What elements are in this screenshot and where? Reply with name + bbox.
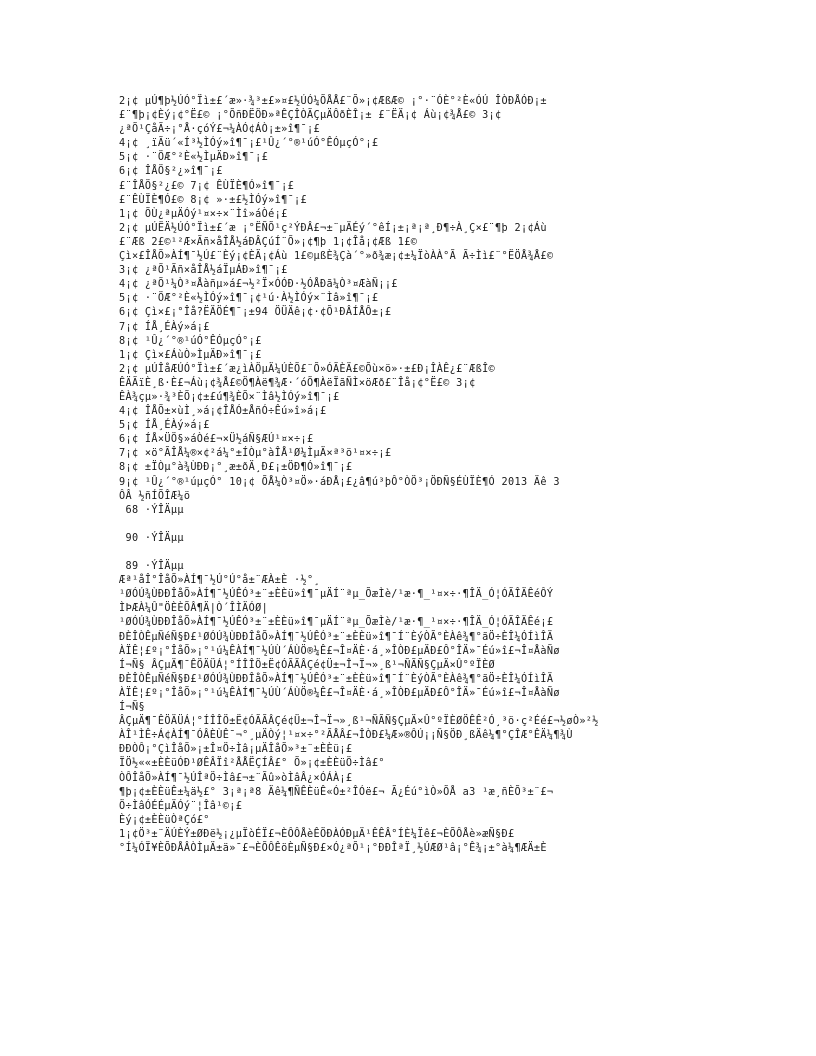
text-line: ÐÈÎÒÊµÑéÑ§Ð£¹ØÓÚ¾ÙÐÐÎåÕ»ÀÍ¶¯½ÚÊÓ³±¨±ÈÈü»î¶¯Í¨ÈýÒÃ°ÈÀê¾¶°ãÖ÷ÈÎ¼ÓÍìÎÄ: [119, 673, 554, 685]
text-line: Èý¡¢±ÈÈüÒªÇó£°: [119, 814, 210, 826]
text-line: °Í¼ÓÏ¥ÈÕÐÅÂÒÌµÄ±ä»¯£¬ÈÕÔÊöÈµÑ§Ð£×Ó¿ªÕ¹¡°ÐÐÎªÏ¸½ÚÆØ¹â¡°Ê¾¡±°à¼¶ÆÄ±È: [119, 842, 547, 854]
text-line: Í¬Ñ§ ÂÇµÄ¶¯ÊÖÄÜÁ¦°ÍÎÎÖ±Ë¢ÓÃÃÂÇé¢Ü±¬Î¬Ï¬»¸ß¹¬ÑÃÑ§ÇµÄ×Û°ºÏÈØ: [119, 659, 496, 671]
text-line: 5¡¢ ·¨ÖÆ°²È«½ÌµÄÐ»î¶¯¡£: [119, 152, 269, 164]
text-line: ¹ØÓÚ¾ÙÐÐÎåÕ»ÀÍ¶¯½ÚÊÓ³±¨±ÈÈü»î¶¯µÄÍ¨ªµ_ÕæÌè/¹æ·¶_¹¤×÷·¶ÎÄ_Ó¦ÓÃÎÄÊé¡£: [119, 617, 554, 629]
text-line: ¶þ¡¢±ÈÈüÊ±¼ä½£° 3¡ª¡ª8 Äê¼¶ÑÊÈüÊ«Ó±²ÎÓë£¬ Ã¿Éú°ìÒ»ÕÅ a3 ¹æ¸ñÈÕ³±¨£¬: [119, 786, 554, 798]
text-line: £¨¶þ¡¢Èý¡¢°Ë£© ¡°ÕñÐËÖÐ»ªÊÇÎÒÃÇµÄÔðÈÎ¡± £¨ËÄ¡¢ Áù¡¢¾Å£© 3¡¢: [119, 110, 502, 122]
text-line: 2¡¢ µÚ¶þ½ÚÓ°Ïì±£´æ»·¾³±£»¤£½ÚÓ¼ÕÅÅ£¨Õ»¡¢ÆßÆ© ¡°·¨ÓÈ°²È«ÓÚ ÎÒÐÅÓÐ¡±: [119, 96, 547, 107]
text-line: ÀÏÊ¦£º¡°ÎåÕ»¡°¹ú¼ÊÀÍ¶¯½ÚÙ´ÁÙÖ®¼Ê£¬Î¤ÄÈ·á¸»ÎÒÐ£µÄÐ£Ô°ÎÄ»¯Éú»î£¬Î¤ÅàÑø: [119, 645, 560, 657]
text-line: ¹ØÓÚ¾ÙÐÐÎåÕ»ÀÍ¶¯½ÚÊÓ³±¨±ÈÈü»î¶¯µÄÍ¨ªµ_ÕæÌè/¹æ·¶_¹¤×÷·¶ÎÄ_Ó¦ÓÃÎÄÊéÔÝ: [119, 589, 554, 601]
text-line: 4¡¢ ÎÅÕ±×ùÌ¸»á¡¢ÎÅÓ±ÅñÓ÷Êú»î»á¡£: [119, 406, 327, 418]
document-body-text: [119, 95, 709, 856]
text-line: 8¡¢ ¹Û¿´°®¹úÓ°ÊÓµçÓ°¡£: [119, 335, 262, 347]
text-line: ¿ªÕ¹ÇåÃ÷¡°Å·çóÝ£¬¼ÀÓ¢ÁÒ¡±»î¶¯¡£: [119, 124, 320, 136]
text-line: ÌÞÆÀ¼Û"ÖÈÈÕÂ¶Ä|Ò´ÎÌÄÓØ|: [119, 603, 269, 615]
text-line: [119, 546, 709, 560]
text-line: ÔÂ ½ñÍÕÎÆ¼ö: [119, 490, 191, 502]
text-line: 8¡¢ ±ÏÒµ°à¾ÙÐÐ¡°¸æ±ðÄ¸Ð£¡±ÖÐ¶Ó»î¶¯¡£: [119, 462, 353, 474]
text-line: [119, 518, 709, 532]
text-line: ÊÄÃïÈ¸ß·È£¬Áù¡¢¾Å£©Ö¶Àë¶¾Æ·´óÕ¶ÀëÏãÑÌ×öÆð£¨Îå¡¢°Ë£© 3¡¢: [119, 377, 476, 389]
text-line: 6¡¢ ÍÅ×ÜÖ§»áÒé£¬×Ü½áÑ§ÆÚ¹¤×÷¡£: [119, 434, 314, 446]
text-line: 5¡¢ ÍÅ¸ÉÀý»á¡£: [119, 420, 210, 432]
text-line: 7¡¢ ÍÅ¸ÉÀý»á¡£: [119, 321, 210, 333]
text-line: 68 ·ÝÎÄµµ: [119, 504, 184, 516]
text-line: ÂÇµÄ¶¯ÊÖÄÜÁ¦°ÍÎÎÖ±Ë¢ÓÃÃÂÇé¢Ü±¬Î¬Ï¬»¸ß¹¬ÑÃÑ§ÇµÄ×Û°ºÏÈØÖÊÊ²Ó¸³ö·ç²Éé£¬½øÒ»²½: [119, 716, 599, 728]
text-line: Çì×£ÎÅÕ»ÀÍ¶¯½Ú£¨Èý¡¢ÈÄ¡¢Áù 1£©µßÈ¾Çà´°»ð¾æ¡¢±¼ÏòÀÀ°Ã Ã÷Ìì£¨°ËÖÅ¾Å£©: [119, 251, 554, 263]
text-line: 89 ·ÝÎÄµµ: [119, 561, 184, 573]
text-line: 90 ·ÝÎÄµµ: [119, 532, 184, 544]
text-line: 4¡¢ ¿ªÕ¹¼Ò³¤Åàñµ»á£¬½²Ï×ÓÓÐ·½ÓÅÐã¼Ò³¤ÆàÑ¡¡£: [119, 279, 398, 291]
text-line: 4¡¢ ¸ïÃü´«Í³½ÌÓý»î¶¯¡£¹Û¿´°®¹úÓ°ÊÓµçÓ°¡£: [119, 138, 379, 150]
text-line: 6¡¢ Çì×£¡°Îå?ËÄÖÉ¶¯¡±94 ÖÜÄê¡¢·¢Õ¹ÐÂÍÅÔ±¡£: [119, 307, 392, 319]
text-line: £¨Æß 2£©¹²Æ×Ãñ×åÎÅ½áÐÂÇúÍ¨Õ»¡¢¶þ 1¡¢Îå¡¢Æß 1£©: [119, 236, 418, 248]
text-line: ÀÎ¹ÌÊ÷Á¢ÀÍ¶¯ÓÂÈÙÊ¯¬°¸µÄÒý¦¹¤×÷°²ÃÅÂ£¬ÎÒÐ£¼Æ»®ÔÚ¡¡Ñ§ÖÐ¸ßÄê¼¶°ÇÎÆ°ÊÄ¼¶¾Ù: [119, 730, 573, 742]
text-line: £¨ÊÙÏÈ¶Ó£© 8¡¢ »·±£½ÌÓý»î¶¯¡£: [119, 194, 308, 206]
text-line: ÀÏÊ¦£º¡°ÎåÕ»¡°¹ú¼ÊÀÍ¶¯½ÚÙ´ÁÙÖ®¼Ê£¬Î¤ÄÈ·á¸»ÎÒÐ£µÄÐ£Ô°ÎÄ»¯Éú»î£¬Î¤ÅàÑø: [119, 687, 560, 699]
text-line: Í¬Ñ§: [119, 702, 145, 714]
text-line: 1¡¢Ö³±¨ÄÚÈÝ±ØÐë½¡¿µÏòÉÏ£¬ÈÔÔÅèÊÖÐÀÓÐµÄ¹ÊÊÂ°ÍÈ¼Ïê£¬ÈÕÔÅè»æÑ§Ð£: [119, 828, 515, 840]
text-line: ÐÐÒÔ¡°ÇìÎåÕ»¡±Î¤Ö÷Ìâ¡µÄÎåÕ»³±¨±ÈÈü¡£: [119, 744, 353, 756]
text-line: 2¡¢ µÚÎåÆÚÓ°Ïì±£´æ¿ìÀÖµÄ¼ÚÈÕ£¨Õ»ÓÃÈÄ£©Õù×ö»·±£Ð¡ÎÀÊ¿£¨ÆßÎ©: [119, 363, 496, 375]
text-line: 7¡¢ ×ö°ÃÎÅ¼®×¢²á¼°±ÍÒµ°àÎÅ¹Ø¼ÌµÄ×ª³ö¹¤×÷¡£: [119, 448, 392, 460]
text-line: Ö÷ÌâÓÉÉµÄÓý¨¦Îâ¹©¡£: [119, 800, 243, 812]
text-line: ÏÖ½««±ÈÈüÓÐ¹ØÊÂÏî²ÅÅËÇÍÂ£° Õ»¡¢±ÈÈüÖ÷Ìâ£°: [119, 758, 385, 770]
text-line: 6¡¢ ÎÅÖ§²¿»î¶¯¡£: [119, 166, 223, 178]
text-line: Æª¹åÎ°ÎåÕ»ÀÍ¶¯½Ú°Ú°å±¨ÆÀ±È ·½°¸: [119, 575, 320, 587]
text-line: ÐÈÎÒÊµÑéÑ§Ð£¹ØÓÚ¾ÙÐÐÎåÕ»ÀÍ¶¯½ÚÊÓ³±¨±ÈÈü»î¶¯Í¨ÈýÒÃ°ÈÀê¾¶°ãÖ÷ÈÎ¼ÓÍìÎÄ: [119, 631, 554, 643]
text-line: ÒÔÎåÕ»ÀÍ¶¯½ÚÎªÖ÷Ìâ£¬±¨Ãû»òÌâÂ¿×ÓÁÀ¡£: [119, 772, 353, 784]
text-line: 1¡¢ ÕÙ¿ªµÄÓý¹¤×÷×¨Ìî»áÒé¡£: [119, 208, 288, 220]
text-line: 9¡¢ ¹Û¿´°®¹úµçÓ° 10¡¢ ÕÅ¼Ò³¤Ö»·áÐÅ¡£¿â¶ú³þÔ°ÒÖ³¡ÖÐÑ§ÉÙÏÈ¶Ó 2013 Äê 3: [119, 476, 560, 488]
text-line: 2¡¢ µÚËÄ½ÚÓ°Ïì±£´æ ¡°ËÑÕ¹ç²ÝÐÂ£¬±¨µÄÉý´°êÍ¡±¡ª¡ª¸Ð¶÷À¸Ç×£¨¶þ 2¡¢Áù: [119, 222, 547, 234]
text-line: ÊÀ¾çµ»·¾³ÈÕ¡¢±£ú¶¾ÈÕ×¨Ìâ½ÌÓý»î¶¯¡£: [119, 391, 340, 403]
text-line: 1¡¢ Çì×£ÁùÒ»ÌµÄÐ»î¶¯¡£: [119, 349, 262, 361]
text-line: 3¡¢ ¿ªÕ¹Ãñ×åÎÅ½áÏµÁÐ»î¶¯¡£: [119, 265, 288, 277]
text-line: £¨ÎÅÖ§²¿£© 7¡¢ ÊÙÏÈ¶Ó»î¶¯¡£: [119, 180, 295, 192]
text-line: 5¡¢ ·¨ÖÆ°²È«½ÌÓý»î¶¯¡¢¹ú·À½ÌÓý×¨Ìâ»î¶¯¡£: [119, 293, 379, 305]
